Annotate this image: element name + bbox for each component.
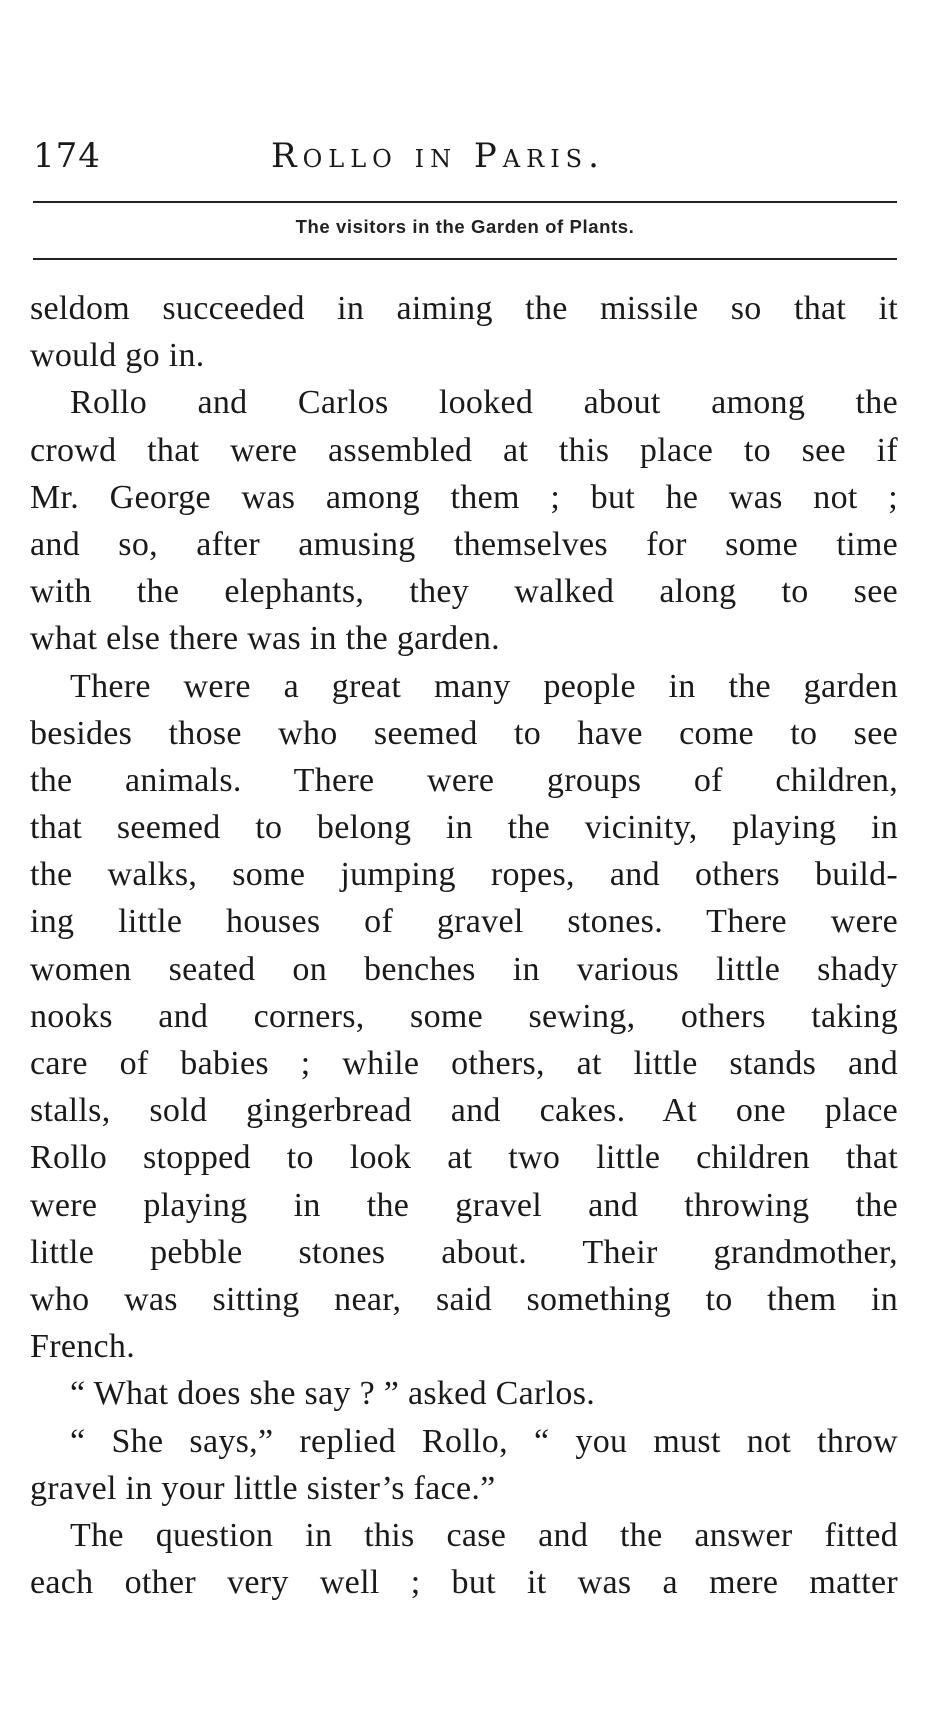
text-line: the walks, some jumping ropes, and others build- [30, 856, 898, 894]
section-heading: The visitors in the Garden of Plants. [295, 216, 635, 237]
text-line: who was sitting near, said something to them in [30, 1280, 898, 1318]
page-header [33, 136, 896, 186]
running-title: Rollo in Paris. [271, 136, 605, 176]
text-line: nooks and corners, some sewing, others taking [30, 997, 898, 1035]
text-line: Mr. George was among them ; but he was not ; [30, 478, 898, 516]
text-line: the animals. There were groups of children, [30, 761, 898, 799]
text-line: crowd that were assembled at this place to see if [30, 431, 898, 469]
text-line: were playing in the gravel and throwing the [30, 1186, 898, 1224]
text-line: with the elephants, they walked along to see [30, 573, 898, 611]
text-line: stalls, sold gingerbread and cakes. At one place [30, 1092, 898, 1130]
text-line: would go in. [30, 337, 205, 375]
text-line: Rollo and Carlos looked about among the [70, 384, 898, 422]
text-line: what else there was in the garden. [30, 620, 500, 658]
text-line: little pebble stones about. Their grandmother, [30, 1233, 898, 1271]
text-line: care of babies ; while others, at little stands and [30, 1045, 898, 1082]
text-line: “ What does she say ? ” asked Carlos. [70, 1375, 596, 1413]
text-line: that seemed to belong in the vicinity, playing in [30, 809, 898, 847]
text-line: The question in this case and the answer fitted [70, 1516, 898, 1554]
text-line: gravel in your little sister’s face.” [30, 1469, 496, 1507]
text-line: seldom succeeded in aiming the missile so that it [30, 290, 898, 327]
text-line: each other very well ; but it was a mere matter [30, 1564, 898, 1602]
text-line: women seated on benches in various little shady [30, 950, 898, 988]
header-rule-bottom [33, 258, 897, 260]
page-number: 174 [33, 136, 101, 176]
text-line: and so, after amusing themselves for some time [30, 525, 898, 563]
text-line: ing little houses of gravel stones. There were [30, 903, 898, 941]
body-text [30, 285, 898, 1606]
text-line: Rollo stopped to look at two little children that [30, 1139, 898, 1177]
header-rule-top [33, 201, 897, 203]
text-line: French. [30, 1328, 136, 1366]
text-line: “ She says,” replied Rollo, “ you must not throw [70, 1422, 898, 1460]
text-line: besides those who seemed to have come to see [30, 714, 898, 752]
text-line: There were a great many people in the garden [70, 667, 898, 705]
